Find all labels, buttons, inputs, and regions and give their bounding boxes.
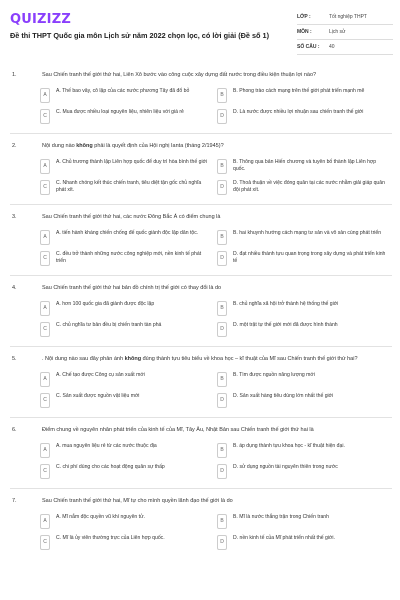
option-letter: C: [40, 180, 50, 195]
option-letter: B: [217, 230, 227, 245]
divider: [10, 417, 392, 418]
question-text: Điểm chung về nguyên nhân phát triển của kinh tế của Mĩ, Tây Âu, Nhật Bản sau Chiến tranh thế giới thứ hai là: [42, 426, 314, 433]
option-letter: A: [40, 230, 50, 245]
option-c[interactable]: [40, 322, 209, 337]
option-letter: A: [40, 372, 50, 387]
divider: [10, 204, 392, 205]
divider: [10, 275, 392, 276]
question-number: 1.: [12, 72, 17, 78]
option-letter: D: [217, 251, 227, 266]
option-c[interactable]: [40, 109, 209, 124]
option-text: B. hai khuynh hướng cách mạng tư sản và vô sản cùng phát triển: [233, 229, 382, 236]
question-number: 2.: [12, 142, 17, 149]
option-text: A. Thế bao vây, cô lập của các nước phương Tây đã đổ bỏ: [56, 87, 190, 94]
option-d[interactable]: [217, 393, 386, 408]
question-1: [10, 72, 392, 124]
quizizz-logo: QUIZIZZ: [10, 12, 71, 27]
option-text: B. Phong trào cách mạng trên thế giới phát triển mạnh mẽ: [233, 87, 365, 94]
divider: [10, 133, 392, 134]
question-text-pre: . Nội dung nào sau đây phản ánh: [42, 355, 125, 362]
option-b[interactable]: [217, 514, 386, 529]
option-text: D. một trật tự thế giới mới đã được hình thành: [233, 321, 338, 328]
option-b[interactable]: [217, 230, 386, 245]
question-6: [10, 427, 392, 479]
option-c[interactable]: [40, 393, 209, 408]
option-text: C. Mĩ là ủy viên thường trực của Liên hợp quốc.: [56, 534, 165, 541]
option-letter: A: [40, 514, 50, 529]
question-7: [10, 498, 392, 550]
option-letter: B: [217, 372, 227, 387]
option-d[interactable]: [217, 109, 386, 124]
option-letter: B: [217, 301, 227, 316]
option-d[interactable]: [217, 464, 386, 479]
option-a[interactable]: [40, 443, 209, 458]
option-text: D. Sản xuất hàng tiêu dùng lớn nhất thế giới: [233, 392, 334, 399]
question-text-pre: Nội dung nào: [42, 142, 77, 149]
option-text: A. Chủ trương thành lập Liên hợp quốc để duy trì hòa bình thế giới: [56, 158, 208, 165]
option-text: C. Mua được nhiều loại nguyên liệu, nhiên liệu với giá rẻ: [56, 108, 184, 115]
info-label: SỐ CÂU :: [297, 44, 320, 50]
option-text: B. Mĩ là nước thắng trận trong Chiến tranh: [233, 513, 329, 520]
question-text: Sau Chiến tranh thế giới thứ hai, các nước Đông Bắc Á có điểm chung là: [42, 213, 221, 220]
option-letter: B: [217, 443, 227, 458]
info-box: [297, 10, 393, 55]
question-text-post: phải là quyết định của Hội nghị Ianta (tháng 2/1945)?: [92, 142, 224, 149]
divider: [10, 488, 392, 489]
option-letter: D: [217, 535, 227, 550]
option-c[interactable]: [40, 251, 209, 266]
option-text: D. đạt nhiều thành tựu quan trọng trong xây dựng và phát triển kinh tế: [233, 250, 386, 265]
question-5: [10, 356, 392, 408]
option-text: D. Thoả thuận về việc đóng quân tại các nước nhằm giải giáp quân đội phát xít.: [233, 179, 385, 194]
option-a[interactable]: [40, 372, 209, 387]
info-row-count: [297, 40, 393, 55]
question-number: 4.: [12, 284, 17, 291]
option-text: D. sử dụng nguồn tài nguyên thiên trong nước: [233, 463, 338, 470]
option-letter: C: [40, 251, 50, 266]
question-number: 3.: [12, 213, 17, 220]
option-letter: B: [217, 88, 227, 103]
option-c[interactable]: [40, 180, 209, 195]
option-letter: D: [217, 464, 227, 479]
question-text: [42, 356, 392, 364]
option-text: A. hơn 100 quốc gia đã giành được độc lập: [56, 300, 155, 307]
option-letter: D: [217, 322, 227, 337]
info-row-class: [297, 10, 393, 25]
option-b[interactable]: [217, 443, 386, 458]
info-row-subject: [297, 25, 393, 40]
option-text: B. Tìm được nguồn năng lượng mới: [233, 371, 315, 378]
question-2: [10, 143, 392, 195]
info-label: MÔN :: [297, 29, 312, 35]
info-value: 40: [329, 44, 335, 50]
option-text: A. tiến hành kháng chiến chống đế quốc giành độc lập dân tộc.: [56, 229, 199, 236]
question-text-emphasis: không: [124, 355, 142, 362]
info-value: Lịch sử: [329, 29, 346, 35]
info-value: Tốt nghiệp THPT: [329, 14, 367, 20]
option-letter: D: [217, 109, 227, 124]
option-c[interactable]: [40, 464, 209, 479]
option-letter: D: [217, 180, 227, 195]
option-b[interactable]: [217, 301, 386, 316]
question-3: [10, 214, 392, 266]
option-letter: C: [40, 109, 50, 124]
option-letter: C: [40, 393, 50, 408]
question-text: Sau Chiến tranh thế giới thứ hai, Liên Xô bước vào công cuộc xây dựng đất nước trong điều kiện thuận lợi nào?: [42, 72, 317, 78]
option-a[interactable]: [40, 230, 209, 245]
option-b[interactable]: [217, 159, 386, 174]
option-letter: C: [40, 535, 50, 550]
question-text: Sau Chiến tranh thế giới thứ hai, Mĩ tự cho mình quyền lãnh đạo thế giới là do: [42, 497, 233, 504]
option-letter: D: [217, 393, 227, 408]
option-letter: A: [40, 88, 50, 103]
option-text: C. chủ nghĩa tư bản đều bị chiến tranh tàn phá: [56, 321, 162, 328]
option-letter: A: [40, 301, 50, 316]
option-a[interactable]: [40, 159, 209, 174]
option-d[interactable]: [217, 180, 386, 195]
option-a[interactable]: [40, 88, 209, 103]
divider: [10, 346, 392, 347]
option-d[interactable]: [217, 251, 386, 266]
question-list: [10, 72, 392, 550]
option-text: C. chi phí dùng cho các hoạt động quân sự thấp: [56, 463, 165, 470]
option-d[interactable]: [217, 322, 386, 337]
worksheet-title: Đề thi THPT Quốc gia môn Lịch sử năm 2022 chọn lọc, có lời giải (Đề số 1): [10, 31, 270, 40]
option-text: B. áp dụng thành tựu khoa học - kĩ thuật hiện đại.: [233, 442, 345, 449]
option-text: C. Sản xuất được nguồn vật liệu mới: [56, 392, 140, 399]
option-text: D. nền kinh tế của Mĩ phát triển nhất thế giới.: [233, 534, 335, 541]
option-text: A. Mĩ nắm độc quyền vũ khí nguyên tử.: [56, 513, 145, 520]
question-number: 6.: [12, 426, 17, 433]
question-number: 5.: [12, 355, 17, 362]
option-text: A. Chế tạo được Công cụ sản xuất mới: [56, 371, 145, 378]
question-text: [42, 143, 392, 151]
question-text: Sau Chiến tranh thế giới thứ hai bản đồ chính trị thế giới có thay đổi là do: [42, 284, 222, 291]
question-text-emphasis: không: [76, 142, 93, 149]
option-letter: A: [40, 443, 50, 458]
option-d[interactable]: [217, 535, 386, 550]
question-text-post: đúng thành tựu tiêu biểu về khoa học – kĩ thuật của Mĩ sau Chiến tranh thế giới thứ hai?: [141, 355, 358, 362]
question-4: [10, 285, 392, 337]
question-number: 7.: [12, 497, 17, 504]
option-letter: B: [217, 159, 227, 174]
option-b[interactable]: [217, 88, 386, 103]
option-text: D. Là nước được nhiều lợi nhuận sau chiến tranh thế giới: [233, 108, 364, 115]
info-label: LỚP :: [297, 14, 311, 20]
option-letter: A: [40, 159, 50, 174]
option-letter: B: [217, 514, 227, 529]
option-c[interactable]: [40, 535, 209, 550]
option-letter: C: [40, 464, 50, 479]
option-text: B. Thông qua bản Hiến chương và tuyên bố thành lập Liên hợp quốc.: [233, 158, 377, 173]
option-b[interactable]: [217, 372, 386, 387]
option-text: C. Nhanh chóng kết thúc chiến tranh, tiêu diệt tận gốc chủ nghĩa phát xít.: [56, 179, 202, 194]
option-text: B. chủ nghĩa xã hội trở thành hệ thống thế giới: [233, 300, 339, 307]
option-a[interactable]: [40, 514, 209, 529]
option-letter: C: [40, 322, 50, 337]
option-text: A. mua nguyên liệu rẻ từ các nước thuộc địa: [56, 442, 157, 449]
option-a[interactable]: [40, 301, 209, 316]
option-text: C. đều trở thành những nước công nghiệp mới, nền kinh tế phát triển: [56, 250, 202, 265]
